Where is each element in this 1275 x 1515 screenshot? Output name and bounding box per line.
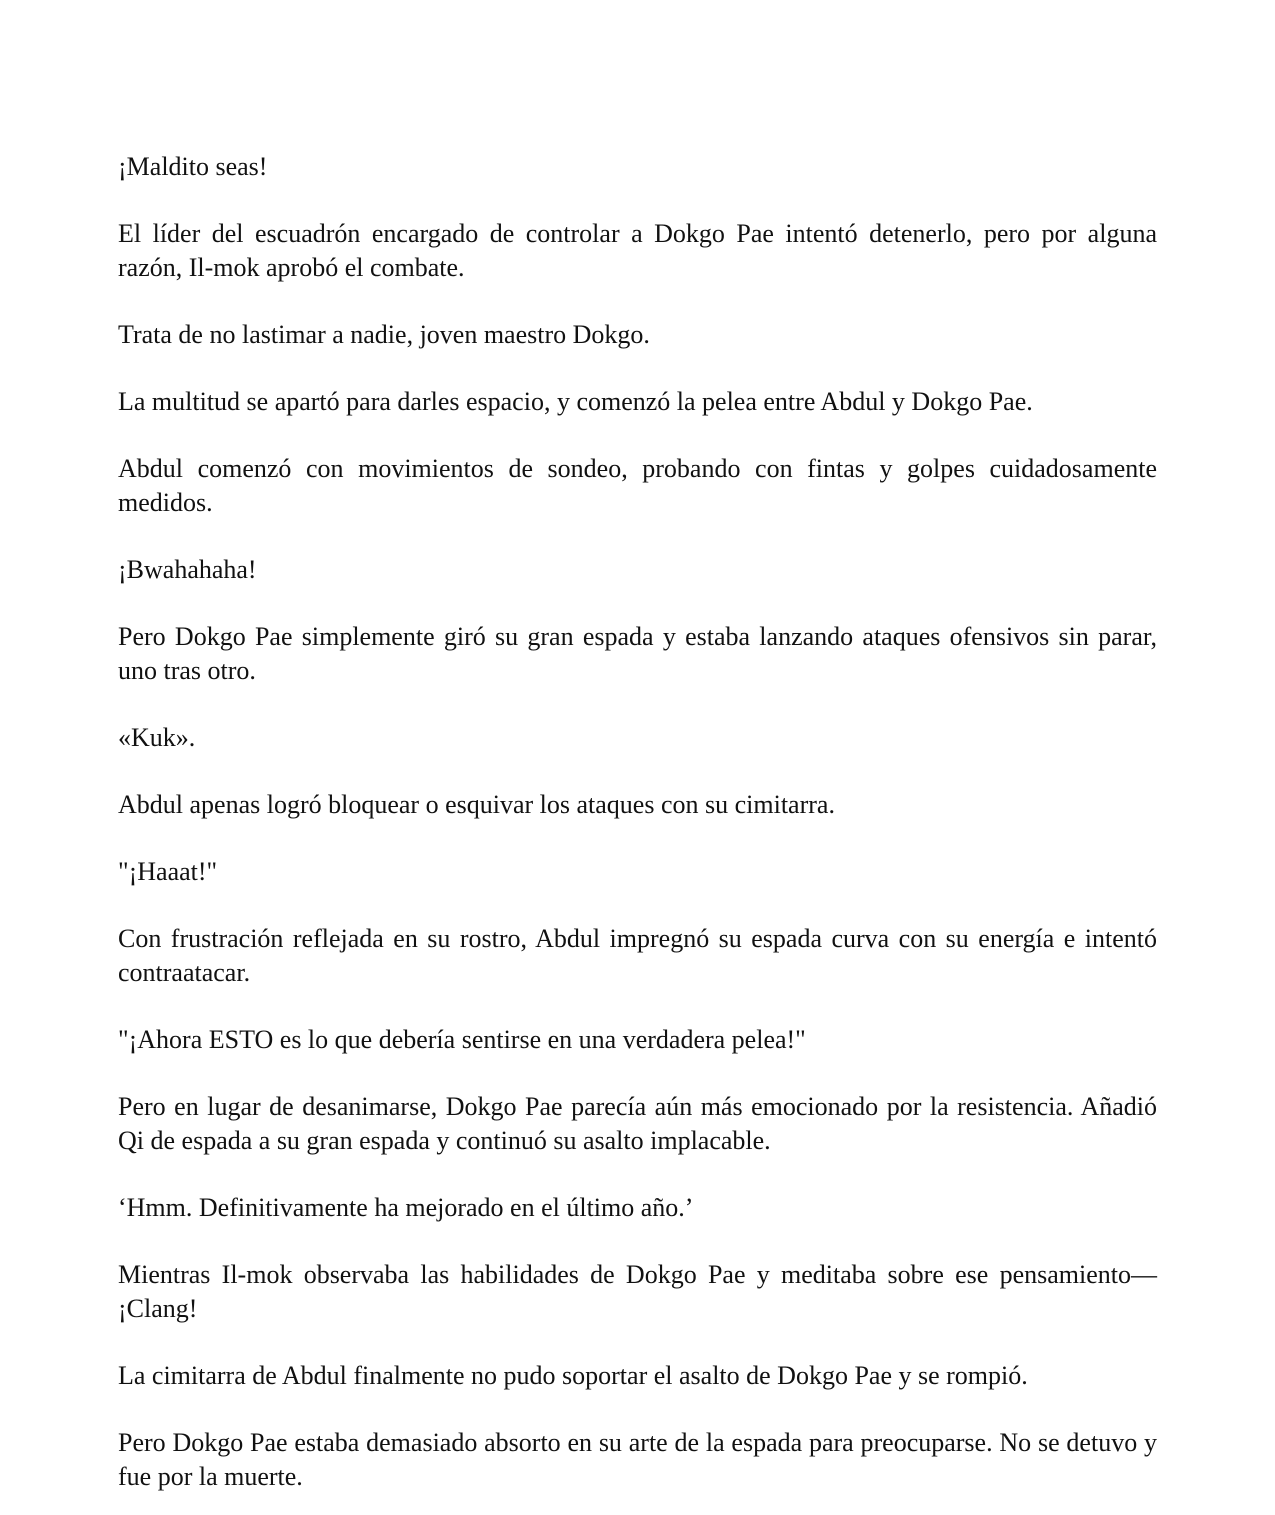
paragraph: "¡Haaat!": [118, 857, 218, 886]
paragraph: Abdul apenas logró bloquear o esquivar los ataques con su cimitarra.: [118, 790, 835, 819]
paragraph: Pero Dokgo Pae estaba demasiado absorto en su arte de la espada para preocuparse. No se detuvo y fue por la muerte.: [118, 1428, 1157, 1491]
document-page: [118, 150, 1157, 1494]
paragraph: Mientras Il-mok observaba las habilidades de Dokgo Pae y meditaba sobre ese pensamiento— ¡Clang!: [118, 1260, 1157, 1323]
paragraph: ¡Bwahahaha!: [118, 555, 257, 584]
paragraph: Con frustración reflejada en su rostro, Abdul impregnó su espada curva con su energía e intentó contraatacar.: [118, 924, 1157, 987]
paragraph: Abdul comenzó con movimientos de sondeo, probando con fintas y golpes cuidadosamente medidos.: [118, 454, 1157, 517]
paragraph: «Kuk».: [118, 723, 196, 752]
paragraph: La multitud se apartó para darles espacio, y comenzó la pelea entre Abdul y Dokgo Pae.: [118, 387, 1033, 416]
paragraph: ¡Maldito seas!: [118, 152, 268, 181]
paragraph: Pero en lugar de desanimarse, Dokgo Pae parecía aún más emocionado por la resistencia. Añadió Qi de espada a su gran espada y continuó su asalto implacable.: [118, 1092, 1157, 1155]
paragraph: Trata de no lastimar a nadie, joven maestro Dokgo.: [118, 320, 650, 349]
paragraph: Pero Dokgo Pae simplemente giró su gran espada y estaba lanzando ataques ofensivos sin parar, uno tras otro.: [118, 622, 1157, 685]
paragraph: ‘Hmm. Definitivamente ha mejorado en el último año.’: [118, 1193, 694, 1222]
paragraph: El líder del escuadrón encargado de controlar a Dokgo Pae intentó detenerlo, pero por alguna razón, Il-mok aprobó el combate.: [118, 219, 1157, 282]
paragraph: La cimitarra de Abdul finalmente no pudo soportar el asalto de Dokgo Pae y se rompió.: [118, 1361, 1028, 1390]
paragraph: "¡Ahora ESTO es lo que debería sentirse en una verdadera pelea!": [118, 1025, 806, 1054]
